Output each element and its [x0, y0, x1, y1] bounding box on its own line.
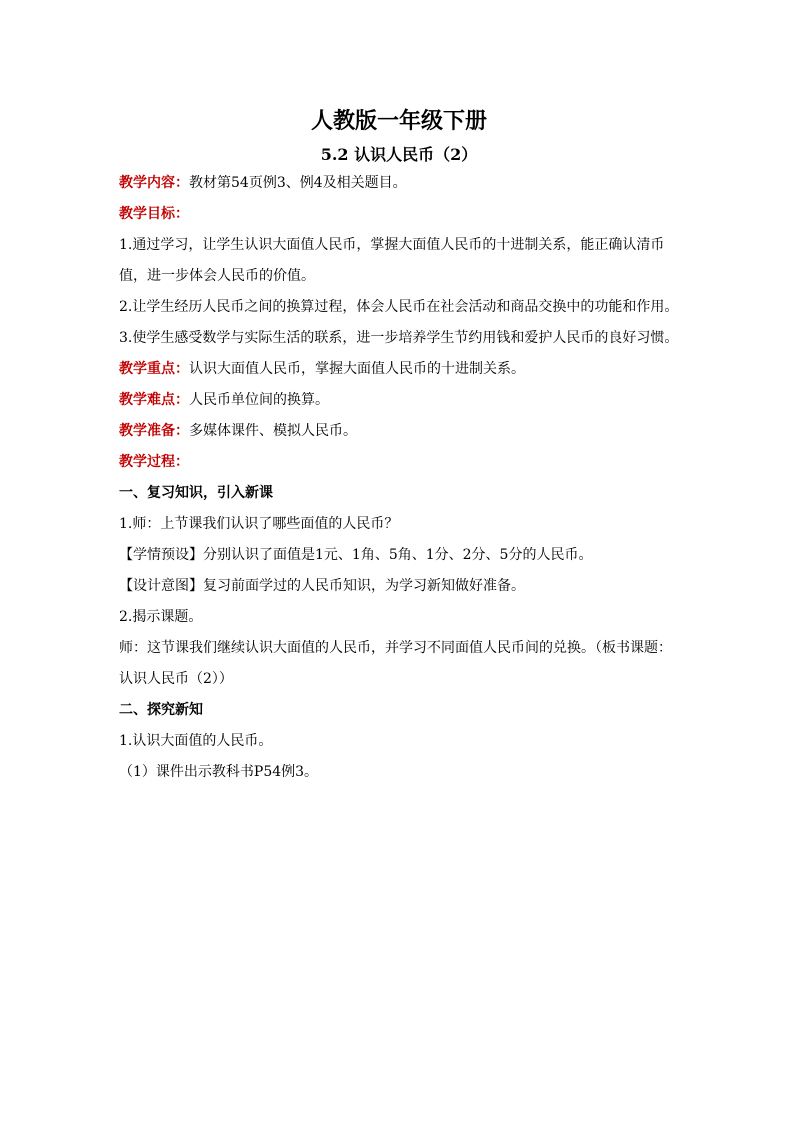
section-1-line-5: 师：这节课我们继续认识大面值的人民币，并学习不同面值人民币间的兑换。（板书课题：认识人民币（2））: [119, 640, 672, 687]
teaching-key-label: 教学重点：: [119, 361, 189, 377]
teaching-process-heading: [119, 447, 679, 478]
teaching-content-label: 教学内容：: [119, 175, 189, 191]
teaching-difficulty: [119, 385, 679, 416]
teaching-content-text: 教材第54页例3、例4及相关题目。: [189, 175, 407, 191]
teaching-goals-heading: [119, 199, 679, 230]
teaching-difficulty-text: 人民币单位间的换算。: [189, 392, 329, 408]
section-1-line-1: 1.师：上节课我们认识了哪些面值的人民币？: [119, 516, 399, 532]
section-2-line-1: 1.认识大面值的人民币。: [119, 733, 273, 749]
section-2-line-2: （1）课件出示教科书P54例3。: [119, 764, 319, 780]
teaching-process-label: 教学过程：: [119, 454, 189, 470]
teaching-prep-label: 教学准备：: [119, 423, 189, 439]
section-1-heading: 一、复习知识，引入新课: [119, 485, 273, 501]
goal-item-1: 1.通过学习，让学生认识大面值人民币，掌握大面值人民币的十进制关系，能正确认清币值，进一步体会人民币的价值。: [119, 237, 665, 284]
section-1-line-3: 【设计意图】复习前面学过的人民币知识，为学习新知做好准备。: [119, 578, 525, 594]
document-title: 人教版一年级下册: [310, 108, 487, 134]
section-2-heading: 二、探究新知: [119, 702, 203, 718]
teaching-content: [119, 168, 679, 199]
teaching-goals-label: 教学目标：: [119, 206, 189, 222]
document-body: [119, 104, 679, 788]
teaching-preparation: [119, 416, 679, 447]
teaching-difficulty-label: 教学难点：: [119, 392, 189, 408]
section-1-line-2: 【学情预设】分别认识了面值是1元、1角、5角、1分、2分、5分的人民币。: [119, 547, 593, 563]
section-1-line-4: 2.揭示课题。: [119, 609, 203, 625]
teaching-prep-text: 多媒体课件、模拟人民币。: [189, 423, 357, 439]
goal-item-2: 2.让学生经历人民币之间的换算过程，体会人民币在社会活动和商品交换中的功能和作用。: [119, 299, 679, 315]
teaching-key-text: 认识大面值人民币，掌握大面值人民币的十进制关系。: [189, 361, 525, 377]
lesson-title: 5.2 认识人民币（2）: [320, 145, 478, 164]
teaching-key-point: [119, 354, 679, 385]
goal-item-3: 3.使学生感受数学与实际生活的联系，进一步培养学生节约用钱和爱护人民币的良好习惯。: [119, 330, 679, 346]
